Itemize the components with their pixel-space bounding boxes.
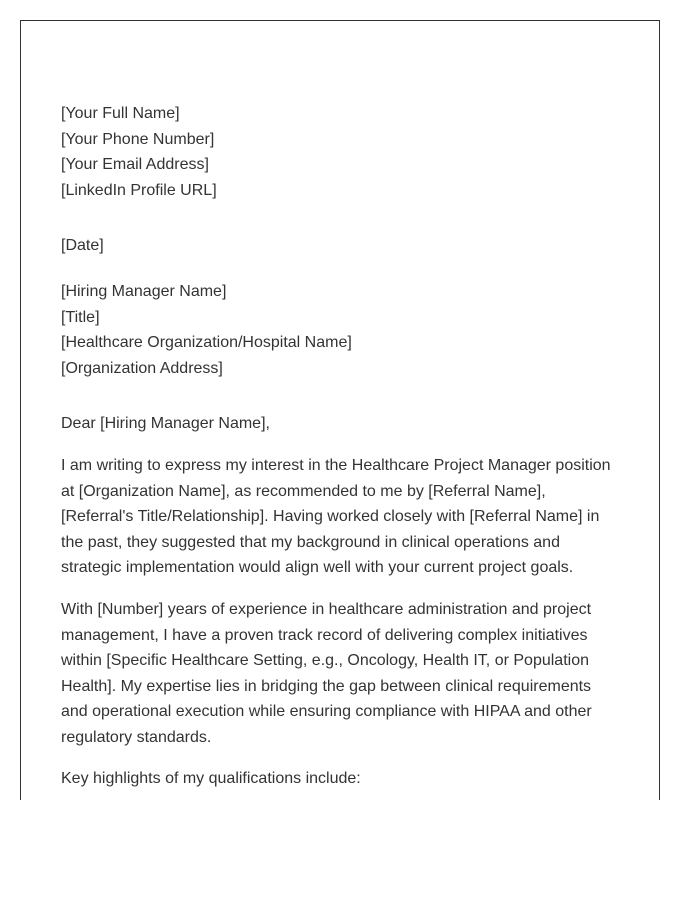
date-block bbox=[61, 233, 621, 259]
body-paragraph-1: I am writing to express my interest in the Healthcare Project Manager position at [Organization Name], as recommended to me by [Referral Name], [Referral's Title/Relationship]. Having worked closely with [Referral Name] in the past, they suggested that my background in clinical operations and strategic implementation would align well with your current project goals. bbox=[61, 456, 611, 577]
recipient-address: [Organization Address] bbox=[61, 359, 223, 377]
recipient-name: [Hiring Manager Name] bbox=[61, 282, 227, 300]
body-paragraph-3: Key highlights of my qualifications include: bbox=[61, 770, 361, 788]
sender-email: [Your Email Address] bbox=[61, 156, 209, 174]
letter-content bbox=[61, 101, 621, 800]
letter-date: [Date] bbox=[61, 237, 104, 255]
sender-phone: [Your Phone Number] bbox=[61, 130, 215, 148]
salutation: Dear [Hiring Manager Name], bbox=[61, 415, 270, 433]
sender-linkedin: [LinkedIn Profile URL] bbox=[61, 181, 217, 199]
recipient-organization: [Healthcare Organization/Hospital Name] bbox=[61, 334, 352, 352]
letter-page bbox=[20, 20, 660, 800]
sender-block bbox=[61, 101, 621, 203]
body-paragraph-2: With [Number] years of experience in healthcare administration and project management, I have a proven track record of delivering complex initiatives within [Specific Healthcare Setting, e.g., Oncology, Health IT, or Population Health]. My expertise lies in bridging the gap between clinical requirements and operational execution while ensuring compliance with HIPAA and other regulatory standards. bbox=[61, 600, 592, 746]
recipient-block bbox=[61, 279, 621, 381]
sender-name: [Your Full Name] bbox=[61, 105, 180, 122]
recipient-title: [Title] bbox=[61, 308, 100, 326]
